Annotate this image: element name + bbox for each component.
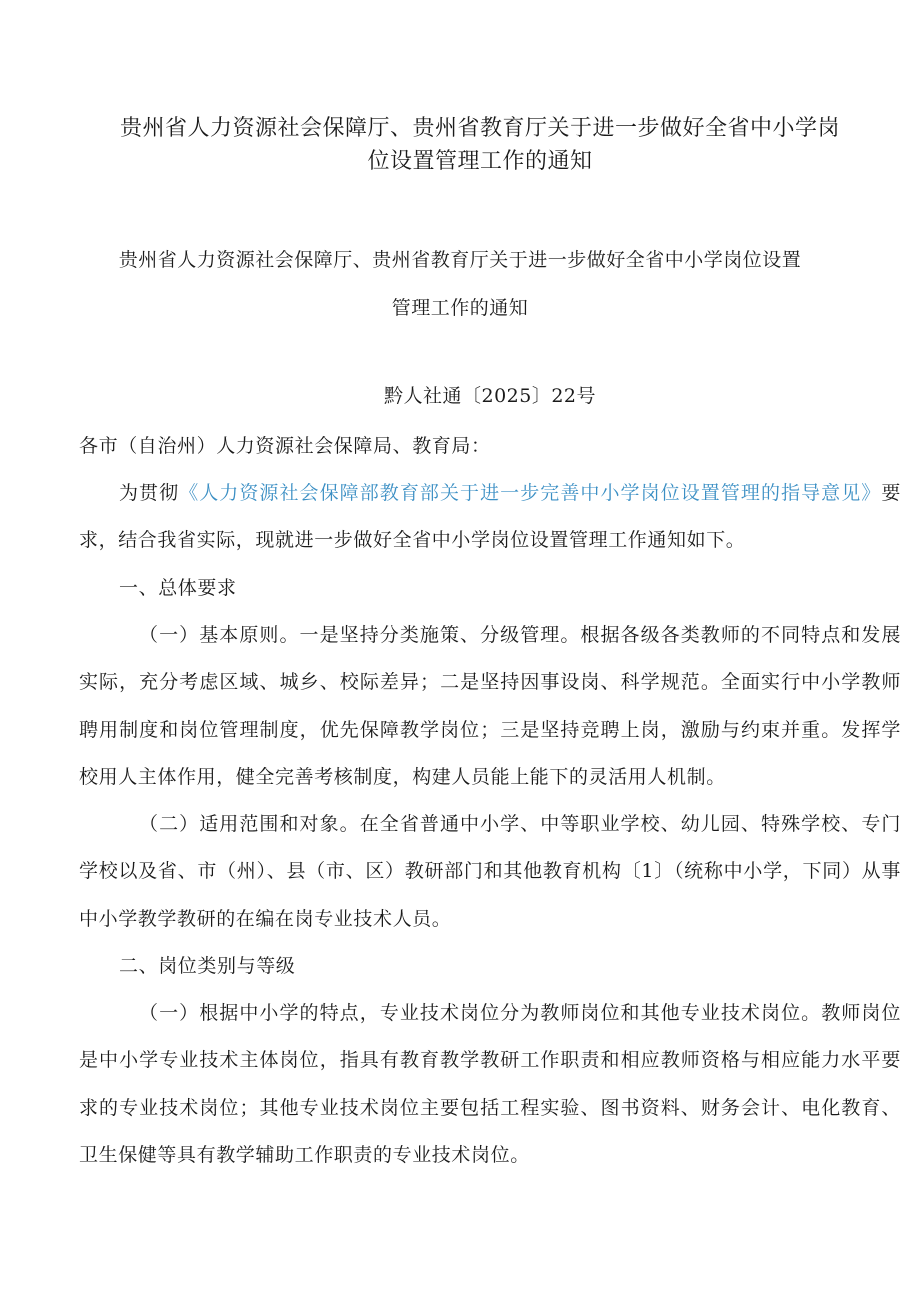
section-1-heading: 一、总体要求: [119, 577, 237, 599]
document-number: 黔人社通〔2025〕22号: [383, 385, 597, 407]
document-subtitle-line-1: 贵州省人力资源社会保障厅、贵州省教育厅关于进一步做好全省中小学岗位设置: [118, 249, 802, 271]
section-1-item-2: （二）适用范围和对象。在全省普通中小学、中等职业学校、幼儿园、特殊学校、专门学校以及省、市（州）、县（市、区）教研部门和其他教育机构〔1〕（统称中小学，下同）从事中小学教学教研的在编在岗专业技术人员。: [79, 813, 901, 930]
document-subtitle-line-2: 管理工作的通知: [391, 297, 529, 319]
document-title-line-2: 位设置管理工作的通知: [367, 149, 593, 174]
document-title-line-1: 贵州省人力资源社会保障厅、贵州省教育厅关于进一步做好全省中小学岗: [119, 116, 840, 141]
section-1-item-1: （一）基本原则。一是坚持分类施策、分级管理。根据各级各类教师的不同特点和发展实际，充分考虑区域、城乡、校际差异；二是坚持因事设岗、科学规范。全面实行中小学教师聘用制度和岗位管理制度，优先保障教学岗位；三是坚持竞聘上岗，激励与约束并重。发挥学校用人主体作用，健全完善考核制度，构建人员能上能下的灵活用人机制。: [79, 624, 901, 788]
intro-paragraph: [79, 470, 901, 565]
addressee: 各市（自治州）人力资源社会保障局、教育局：: [79, 435, 491, 457]
intro-prefix: 为贯彻: [119, 482, 180, 504]
section-2-heading: 二、岗位类别与等级: [119, 955, 296, 977]
document-title: [100, 112, 860, 178]
guidance-document-link[interactable]: 《人力资源社会保障部教育部关于进一步完善中小学岗位设置管理的指导意见》: [179, 482, 882, 504]
intro-suffix: 要求，结合我省实际，现就进一步做好全省中小学岗位设置管理工作通知如下。: [79, 482, 901, 552]
section-2-item-1: （一）根据中小学的特点，专业技术岗位分为教师岗位和其他专业技术岗位。教师岗位是中小学专业技术主体岗位，指具有教育教学教研工作职责和相应教师资格与相应能力水平要求的专业技术岗位；其他专业技术岗位主要包括工程实验、图书资料、财务会计、电化教育、卫生保健等具有教学辅助工作职责的专业技术岗位。: [79, 1002, 901, 1166]
